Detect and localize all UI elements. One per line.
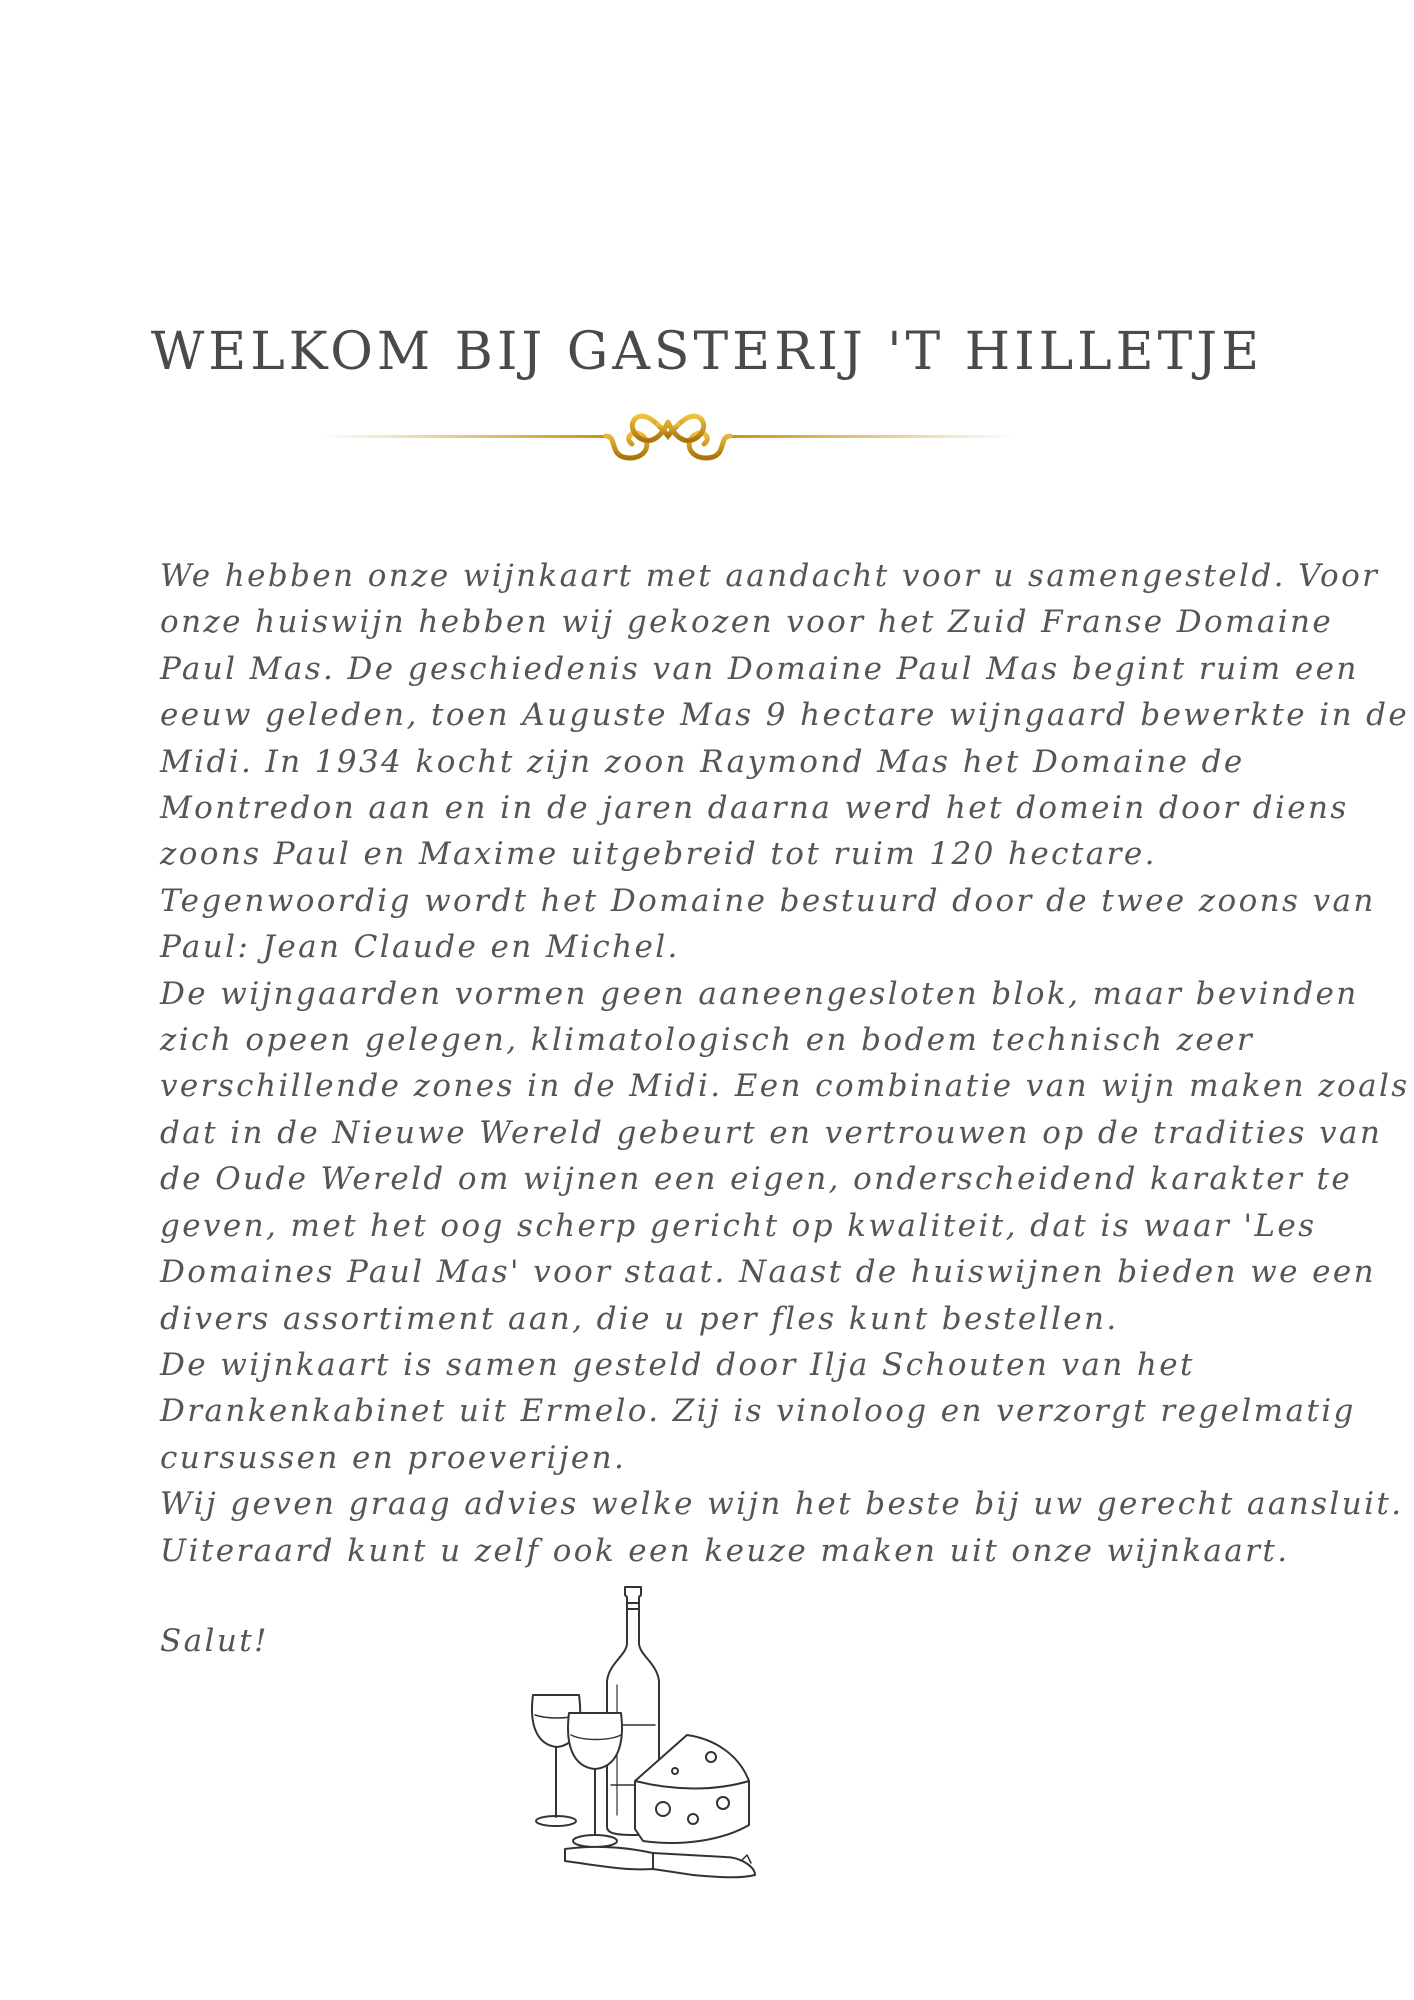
text-line: Midi. In 1934 kocht zijn zoon Raymond Mas het Domaine de	[160, 743, 1245, 780]
wine-bottle-glasses-cheese-icon	[525, 1585, 765, 1885]
text-line: dat in de Nieuwe Wereld gebeurt en vertrouwen op de tradities van	[160, 1114, 1383, 1151]
text-line: Paul Mas. De geschiedenis van Domaine Paul Mas begint ruim een	[160, 650, 1359, 687]
text-line: geven, met het oog scherp gericht op kwaliteit, dat is waar 'Les	[160, 1207, 1317, 1244]
page-title: WELKOM BIJ GASTERIJ 'T HILLETJE	[150, 322, 1264, 382]
text-line: Tegenwoordig wordt het Domaine bestuurd door de twee zoons van	[160, 882, 1376, 919]
text-line: Drankenkabinet uit Ermelo. Zij is vinoloog en verzorgt regelmatig	[160, 1393, 1356, 1430]
text-line: Montredon aan en in de jaren daarna werd het domein door diens	[160, 790, 1349, 827]
text-line: de Oude Wereld om wijnen een eigen, onderscheidend karakter te	[160, 1161, 1353, 1198]
text-line: zoons Paul en Maxime uitgebreid tot ruim 120 hectare.	[160, 836, 1157, 873]
text-line: onze huiswijn hebben wij gekozen voor het Zuid Franse Domaine	[160, 604, 1334, 641]
text-line: Wij geven graag advies welke wijn het beste bij uw gerecht aansluit.	[160, 1486, 1404, 1523]
text-line: De wijngaarden vormen geen aaneengesloten blok, maar bevinden	[160, 975, 1359, 1012]
closing-text: Salut!	[160, 1623, 269, 1659]
text-line: Domaines Paul Mas' voor staat. Naast de huiswijnen bieden we een	[160, 1254, 1376, 1291]
text-line: verschillende zones in de Midi. Een combinatie van wijn maken zoals	[160, 1068, 1410, 1105]
text-line: We hebben onze wijnkaart met aandacht voor u samengesteld. Voor	[160, 558, 1380, 594]
text-line: Uiteraard kunt u zelf ook een keuze maken uit onze wijnkaart.	[160, 1532, 1290, 1569]
intro-text	[160, 553, 1410, 1574]
text-line: zich opeen gelegen, klimatologisch en bodem technisch zeer	[160, 1022, 1255, 1059]
text-line: divers assortiment aan, die u per fles kunt bestellen.	[160, 1300, 1119, 1337]
gold-scroll-divider-icon	[318, 400, 1018, 470]
text-line: Paul: Jean Claude en Michel.	[160, 929, 680, 966]
text-line: cursussen en proeverijen.	[160, 1439, 627, 1476]
text-line: eeuw geleden, toen Auguste Mas 9 hectare wijngaard bewerkte in de	[160, 697, 1410, 734]
text-line: De wijnkaart is samen gesteld door Ilja Schouten van het	[160, 1346, 1195, 1383]
